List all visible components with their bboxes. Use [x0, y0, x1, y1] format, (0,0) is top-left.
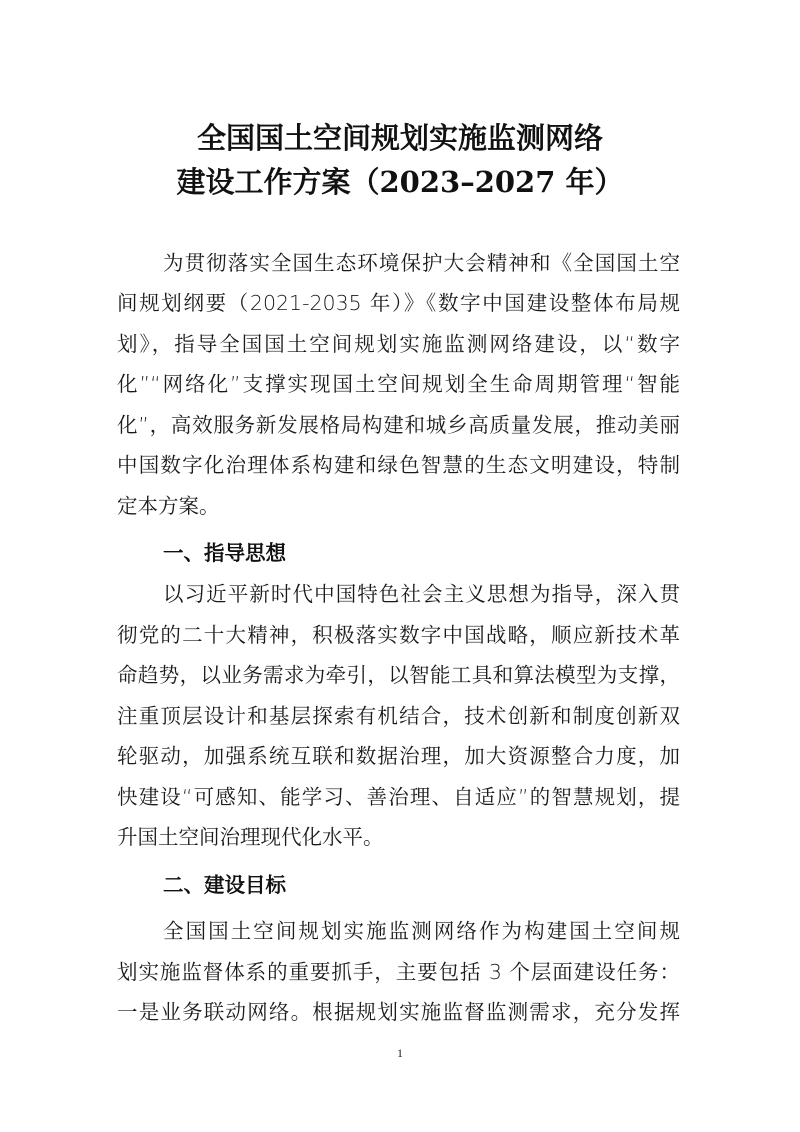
paragraph-line: 划实施监督体系的重要抓手，主要包括 3 个层面建设任务：: [117, 960, 680, 984]
paragraph-line: 全国国土空间规划实施监测网络作为构建国土空间规: [163, 919, 680, 943]
section-heading: 二、建设目标: [163, 873, 286, 897]
page-number: 1: [397, 1046, 403, 1060]
paragraph-line: 以习近平新时代中国特色社会主义思想为指导，深入贯: [163, 582, 680, 606]
paragraph-line: 间规划纲要（2021-2035 年）》《数字中国建设整体布局规: [117, 291, 680, 315]
paragraph-line: 命趋势，以业务需求为牵引，以智能工具和算法模型为支撑，: [117, 663, 680, 687]
document-title-line-2: 建设工作方案（2023–2027 年）: [176, 165, 624, 199]
section-heading: 一、指导思想: [163, 541, 286, 565]
paragraph-line: 升国土空间治理现代化水平。: [117, 825, 384, 849]
document-title-line-1: 全国国土空间规划实施监测网络: [196, 121, 603, 155]
paragraph-line: 一是业务联动网络。根据规划实施监督监测需求，充分发挥: [117, 1000, 680, 1024]
paragraph-line: 注重顶层设计和基层探索有机结合，技术创新和制度创新双: [117, 704, 680, 728]
paragraph-line: 彻党的二十大精神，积极落实数字中国战略，顺应新技术革: [117, 623, 680, 647]
paragraph-line: 快建设“可感知、能学习、善治理、自适应”的智慧规划，提: [117, 785, 680, 809]
paragraph-line: 轮驱动，加强系统互联和数据治理，加大资源整合力度，加: [117, 744, 680, 768]
paragraph-line: 中国数字化治理体系构建和绿色智慧的生态文明建设，特制: [117, 453, 680, 477]
paragraph-line: 为贯彻落实全国生态环境保护大会精神和《全国国土空: [163, 251, 680, 275]
paragraph-line: 化”，高效服务新发展格局构建和城乡高质量发展，推动美丽: [117, 413, 680, 437]
paragraph-line: 化”“网络化”支撑实现国土空间规划全生命周期管理“智能: [117, 372, 680, 396]
paragraph-line: 定本方案。: [117, 494, 220, 518]
paragraph-line: 划》，指导全国国土空间规划实施监测网络建设，以“数字: [117, 332, 680, 356]
